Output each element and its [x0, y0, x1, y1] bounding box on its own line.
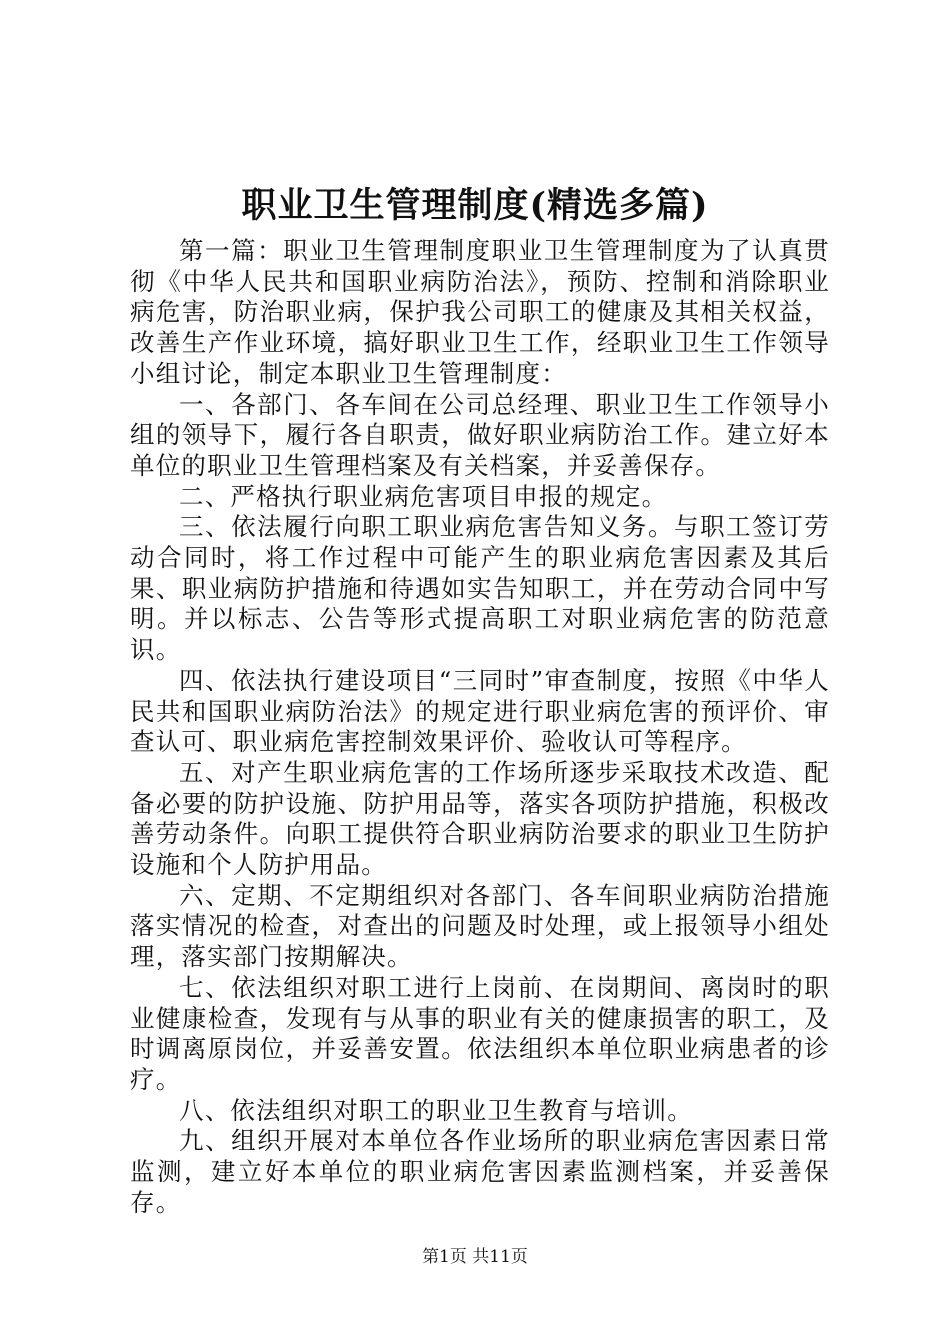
document-title: 职业卫生管理制度(精选多篇)	[241, 185, 709, 226]
paragraph-8: 七、依法组织对职工进行上岗前、在岗期间、离岗时的职业健康检查，发现有与从事的职业有关的健康损害的职工，及时调离原岗位，并妥善安置。依法组织本单位职业病患者的诊疗。	[130, 972, 830, 1094]
paragraph-3: 二、严格执行职业病危害项目申报的规定。	[179, 481, 668, 511]
page-footer: 第1页 共11页	[422, 1247, 528, 1267]
paragraph-10: 九、组织开展对本单位各作业场所的职业病危害因素日常监测，建立好本单位的职业病危害因素监测档案，并妥善保存。	[130, 1126, 830, 1217]
paragraph-9: 八、依法组织对职工的职业卫生教育与培训。	[179, 1095, 693, 1125]
paragraph-4: 三、依法履行向职工职业病危害告知义务。与职工签订劳动合同时，将工作过程中可能产生的职业病危害因素及其后果、职业病防护措施和待遇如实告知职工，并在劳动合同中写明。并以标志、公告等形式提高职工对职业病危害的防范意识。	[130, 512, 830, 665]
paragraph-5: 四、依法执行建设项目“三同时”审查制度，按照《中华人民共和国职业病防治法》的规定进行职业病危害的预评价、审查认可、职业病危害控制效果评价、验收认可等程序。	[130, 665, 830, 757]
paragraph-1: 第一篇：职业卫生管理制度职业卫生管理制度为了认真贯彻《中华人民共和国职业病防治法》，预防、控制和消除职业病危害，防治职业病，保护我公司职工的健康及其相关权益，改善生产作业环境，搞好职业卫生工作，经职业卫生工作领导小组讨论，制定本职业卫生管理制度：	[130, 236, 830, 388]
paragraph-2: 一、各部门、各车间在公司总经理、职业卫生工作领导小组的领导下，履行各自职责，做好职业病防治工作。建立好本单位的职业卫生管理档案及有关档案，并妥善保存。	[130, 389, 830, 480]
paragraph-6: 五、对产生职业病危害的工作场所逐步采取技术改造、配备必要的防护设施、防护用品等，落实各项防护措施，积极改善劳动条件。向职工提供符合职业病防治要求的职业卫生防护设施和个人防护用品。	[130, 757, 830, 880]
paragraph-7: 六、定期、不定期组织对各部门、各车间职业病防治措施落实情况的检查，对查出的问题及时处理，或上报领导小组处理，落实部门按期解决。	[130, 880, 830, 972]
document-body	[130, 236, 830, 1219]
